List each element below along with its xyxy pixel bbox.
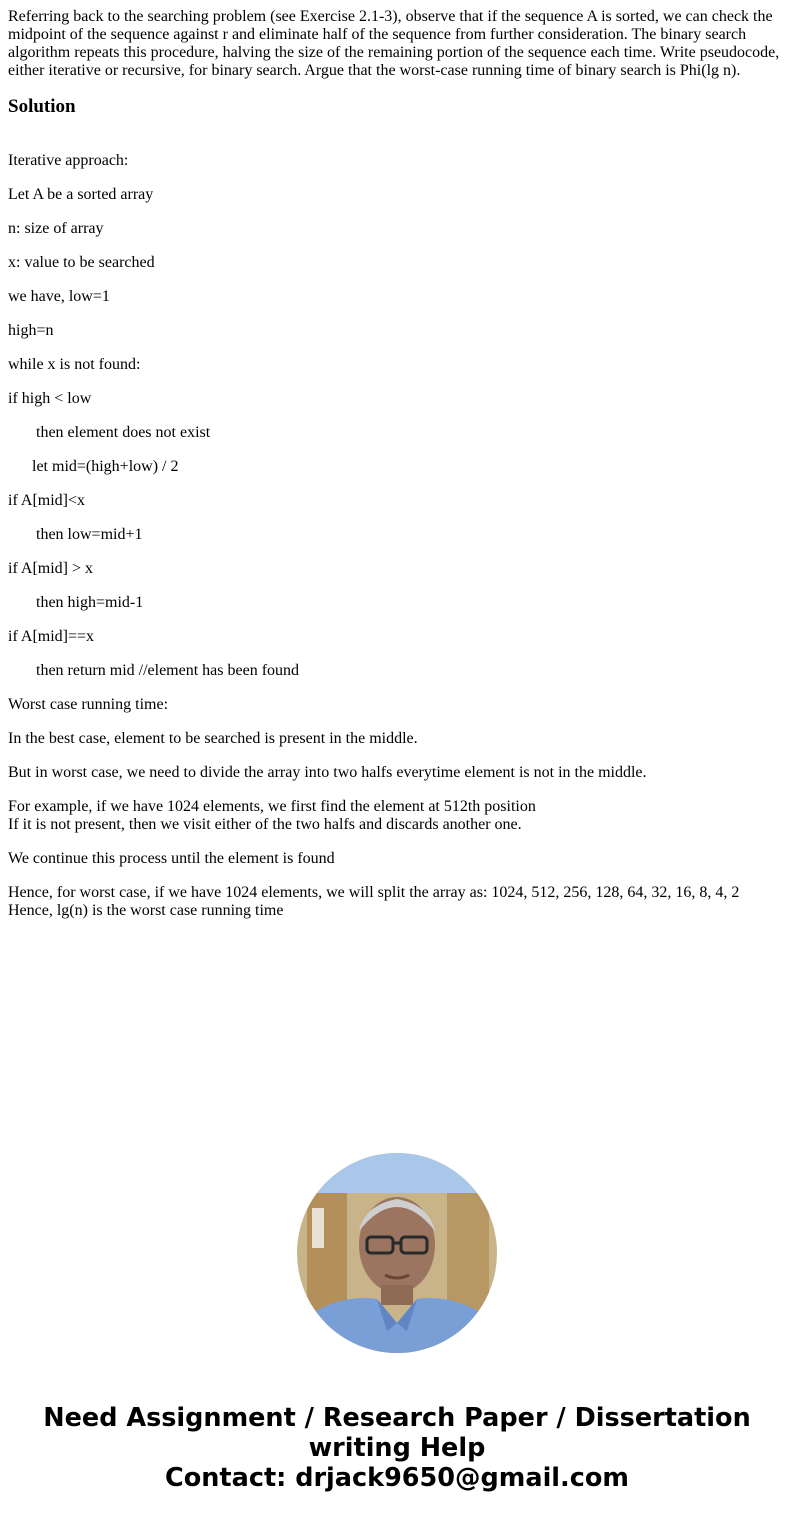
solution-line: while x is not found:: [8, 356, 141, 373]
solution-heading: Solution: [8, 96, 76, 117]
solution-line: Let A be a sorted array: [8, 186, 154, 203]
solution-line: But in worst case, we need to divide the array into two halfs everytime element is not in the middle.: [8, 764, 647, 781]
tutor-portrait: [297, 1153, 497, 1353]
solution-line: we have, low=1: [8, 288, 110, 305]
solution-line: then element does not exist: [8, 424, 211, 441]
solution-line: We continue this process until the element is found: [8, 850, 335, 867]
document-content: [8, 8, 786, 920]
contact-banner: [0, 1403, 794, 1493]
solution-line: if A[mid] > x: [8, 560, 94, 577]
solution-line: if A[mid]<x: [8, 492, 86, 509]
solution-line: then return mid //element has been found: [8, 662, 300, 679]
question-text: Referring back to the searching problem (see Exercise 2.1-3), observe that if the sequence A is sorted, we can check the midpoint of the sequence against r and eliminate half of the sequence from further consideration. The binary search algorithm repeats this procedure, halving the size of the remaining portion of the sequence each time. Write pseudocode, either iterative or recursive, for binary search. Argue that the worst-case running time of binary search is Phi(lg n).: [8, 8, 780, 79]
solution-line: In the best case, element to be searched is present in the middle.: [8, 730, 418, 747]
solution-line: then high=mid-1: [8, 594, 144, 611]
banner-line: Need Assignment / Research Paper / Dissertation: [43, 1403, 751, 1433]
banner-line: writing Help: [308, 1433, 486, 1463]
solution-body: [8, 152, 786, 920]
contact-email: Contact: drjack9650@gmail.com: [165, 1463, 629, 1493]
solution-line: high=n: [8, 322, 54, 339]
solution-line: If it is not present, then we visit either of the two halfs and discards another one.: [8, 816, 522, 833]
solution-line: if A[mid]==x: [8, 628, 95, 645]
tutor-portrait-icon: [297, 1153, 497, 1353]
solution-line: if high < low: [8, 390, 92, 407]
solution-line: For example, if we have 1024 elements, we first find the element at 512th position: [8, 798, 536, 815]
solution-line: let mid=(high+low) / 2: [8, 458, 179, 475]
solution-line: Worst case running time:: [8, 696, 169, 713]
solution-line: n: size of array: [8, 220, 104, 237]
solution-line: then low=mid+1: [8, 526, 143, 543]
solution-line: Hence, for worst case, if we have 1024 elements, we will split the array as: 1024, 512, 256, 128, 64, 32, 16, 8, 4, 2: [8, 884, 740, 901]
solution-line: Hence, lg(n) is the worst case running time: [8, 902, 284, 919]
solution-line: x: value to be searched: [8, 254, 155, 271]
solution-line: Iterative approach:: [8, 152, 129, 169]
